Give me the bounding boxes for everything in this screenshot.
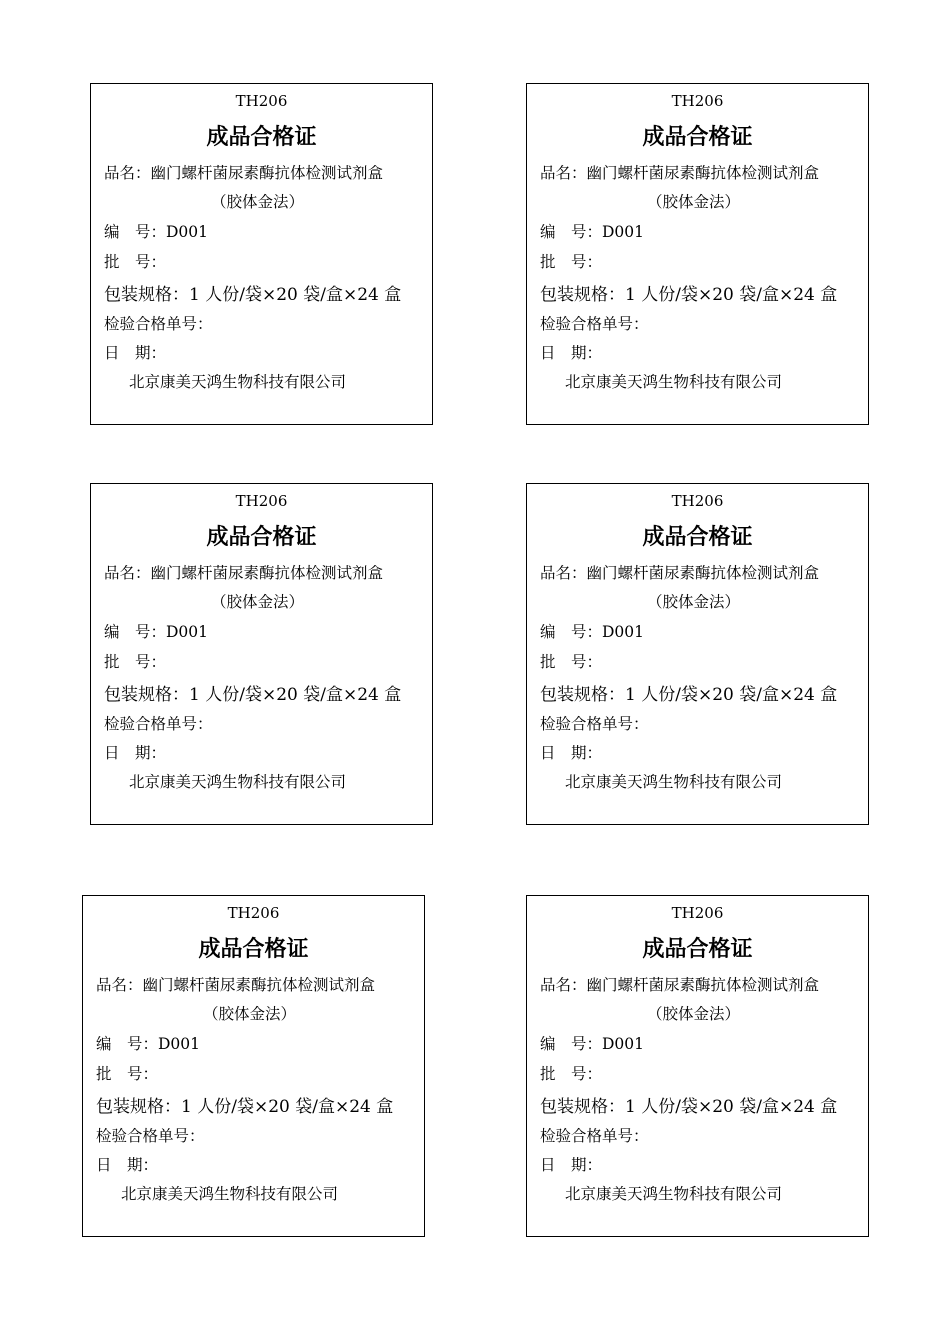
certificate-title: 成品合格证	[642, 525, 753, 550]
certificate-card-2	[526, 83, 869, 425]
product-code: TH206	[671, 92, 724, 110]
inspection-number-line: 检验合格单号：	[540, 1127, 649, 1145]
package-spec-line: 包装规格：1 人份/袋×20 袋/盒×24 盒	[104, 685, 402, 705]
company-name: 北京康美天鸿生物科技有限公司	[129, 773, 347, 791]
certificate-title: 成品合格证	[198, 937, 309, 962]
inspection-number-line: 检验合格单号：	[540, 315, 649, 333]
number-line: 编 号：D001	[540, 623, 645, 641]
company-name: 北京康美天鸿生物科技有限公司	[121, 1185, 339, 1203]
certificate-title: 成品合格证	[642, 937, 753, 962]
product-method-line: （胶体金法）	[203, 1005, 297, 1023]
date-line: 日 期：	[104, 344, 167, 362]
product-method-line: （胶体金法）	[647, 193, 741, 211]
certificate-card-4	[526, 483, 869, 825]
date-line: 日 期：	[540, 744, 603, 762]
product-name-line: 品名：幽门螺杆菌尿素酶抗体检测试剂盒	[540, 164, 820, 182]
product-name-line: 品名：幽门螺杆菌尿素酶抗体检测试剂盒	[104, 564, 384, 582]
product-code: TH206	[671, 904, 724, 922]
inspection-number-line: 检验合格单号：	[540, 715, 649, 733]
date-line: 日 期：	[96, 1156, 159, 1174]
number-line: 编 号：D001	[104, 223, 209, 241]
certificate-title: 成品合格证	[206, 525, 317, 550]
company-name: 北京康美天鸿生物科技有限公司	[565, 373, 783, 391]
package-spec-line: 包装规格：1 人份/袋×20 袋/盒×24 盒	[540, 1097, 838, 1117]
certificate-card-3	[90, 483, 433, 825]
product-name-line: 品名：幽门螺杆菌尿素酶抗体检测试剂盒	[540, 564, 820, 582]
package-spec-line: 包装规格：1 人份/袋×20 袋/盒×24 盒	[104, 285, 402, 305]
date-line: 日 期：	[104, 744, 167, 762]
inspection-number-line: 检验合格单号：	[104, 315, 213, 333]
package-spec-line: 包装规格：1 人份/袋×20 袋/盒×24 盒	[96, 1097, 394, 1117]
batch-line: 批 号：	[104, 653, 167, 671]
number-line: 编 号：D001	[540, 223, 645, 241]
product-code: TH206	[227, 904, 280, 922]
product-name-line: 品名：幽门螺杆菌尿素酶抗体检测试剂盒	[104, 164, 384, 182]
certificate-title: 成品合格证	[206, 125, 317, 150]
batch-line: 批 号：	[540, 1065, 603, 1083]
date-line: 日 期：	[540, 344, 603, 362]
company-name: 北京康美天鸿生物科技有限公司	[565, 773, 783, 791]
product-method-line: （胶体金法）	[211, 593, 305, 611]
package-spec-line: 包装规格：1 人份/袋×20 袋/盒×24 盒	[540, 285, 838, 305]
company-name: 北京康美天鸿生物科技有限公司	[565, 1185, 783, 1203]
product-code: TH206	[235, 492, 288, 510]
certificate-title: 成品合格证	[642, 125, 753, 150]
company-name: 北京康美天鸿生物科技有限公司	[129, 373, 347, 391]
batch-line: 批 号：	[96, 1065, 159, 1083]
product-method-line: （胶体金法）	[211, 193, 305, 211]
certificate-card-6	[526, 895, 869, 1237]
product-name-line: 品名：幽门螺杆菌尿素酶抗体检测试剂盒	[540, 976, 820, 994]
number-line: 编 号：D001	[104, 623, 209, 641]
product-method-line: （胶体金法）	[647, 593, 741, 611]
product-name-line: 品名：幽门螺杆菌尿素酶抗体检测试剂盒	[96, 976, 376, 994]
inspection-number-line: 检验合格单号：	[104, 715, 213, 733]
product-code: TH206	[235, 92, 288, 110]
number-line: 编 号：D001	[540, 1035, 645, 1053]
certificate-card-1	[90, 83, 433, 425]
package-spec-line: 包装规格：1 人份/袋×20 袋/盒×24 盒	[540, 685, 838, 705]
batch-line: 批 号：	[540, 253, 603, 271]
number-line: 编 号：D001	[96, 1035, 201, 1053]
product-method-line: （胶体金法）	[647, 1005, 741, 1023]
batch-line: 批 号：	[104, 253, 167, 271]
certificate-card-5	[82, 895, 425, 1237]
date-line: 日 期：	[540, 1156, 603, 1174]
batch-line: 批 号：	[540, 653, 603, 671]
inspection-number-line: 检验合格单号：	[96, 1127, 205, 1145]
product-code: TH206	[671, 492, 724, 510]
